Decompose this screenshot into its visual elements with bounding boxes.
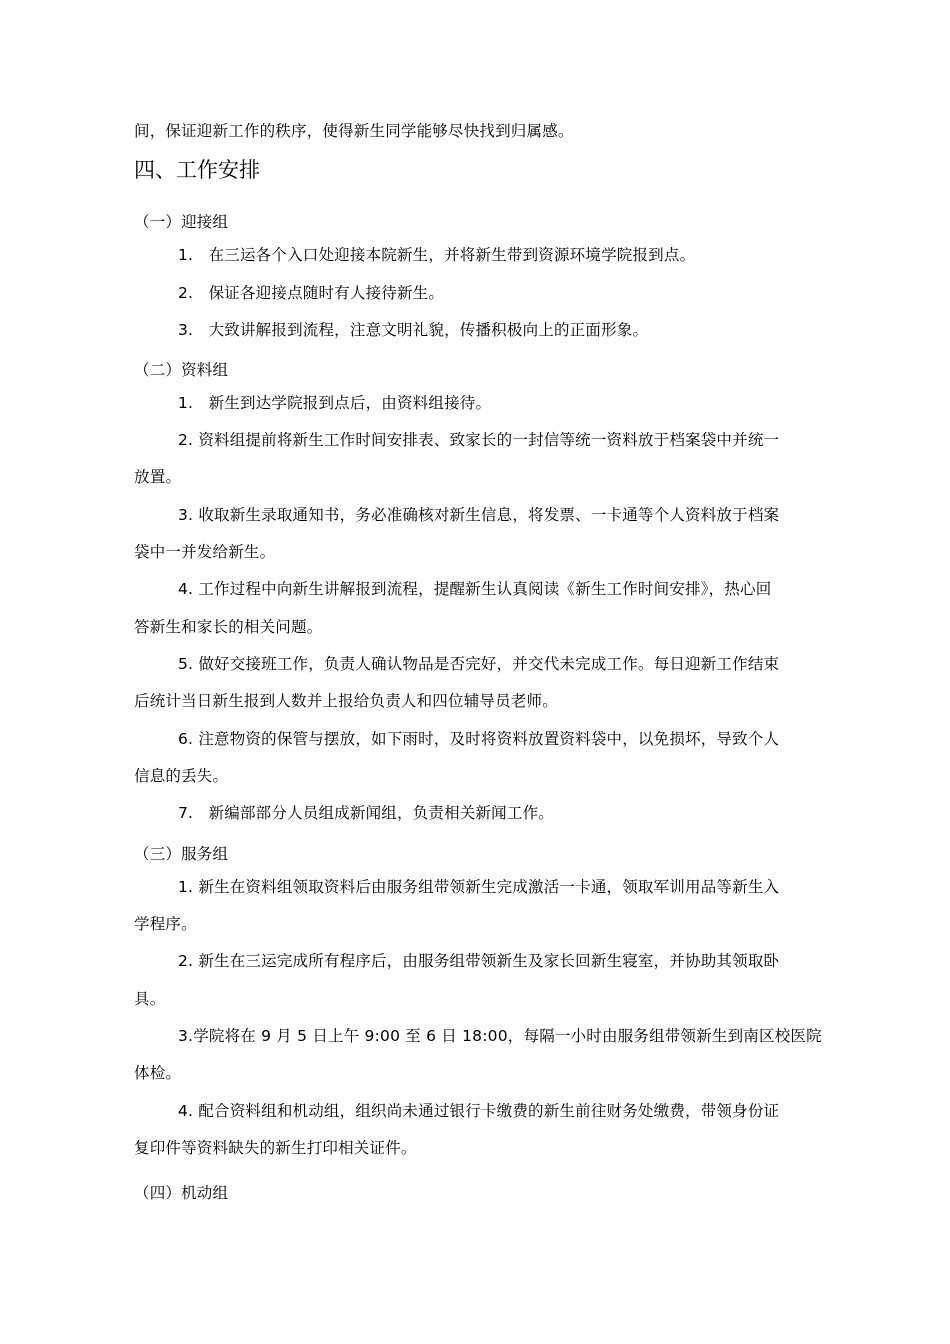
service-item-3-cont: 体检。 xyxy=(134,1064,182,1082)
service-item-4-cont: 复印件等资料缺失的新生打印相关证件。 xyxy=(134,1139,417,1157)
materials-item-7: 7. 新编部部分人员组成新闻组，负责相关新闻工作。 xyxy=(178,804,554,822)
materials-item-5-cont: 后统计当日新生报到人数并上报给负责人和四位辅导员老师。 xyxy=(134,692,558,710)
materials-item-3: 3. 收取新生录取通知书，务必准确核对新生信息，将发票、一卡通等个人资料放于档案 xyxy=(178,506,780,524)
section-title: 四、工作安排 xyxy=(134,158,260,182)
service-item-2: 2. 新生在三运完成所有程序后，由服务组带领新生及家长回新生寝室，并协助其领取卧 xyxy=(178,952,780,970)
materials-item-2: 2. 资料组提前将新生工作时间安排表、致家长的一封信等统一资料放于档案袋中并统一 xyxy=(178,431,780,449)
group-service-title: （三）服务组 xyxy=(134,845,229,863)
materials-item-1: 1. 新生到达学院报到点后，由资料组接待。 xyxy=(178,394,492,412)
service-item-3: 3.学院将在 9 月 5 日上午 9:00 至 6 日 18:00，每隔一小时由服务组带领新生到南区校医院 xyxy=(178,1027,822,1045)
materials-item-6-cont: 信息的丢失。 xyxy=(134,767,229,785)
materials-item-5: 5. 做好交接班工作，负责人确认物品是否完好，并交代未完成工作。每日迎新工作结束 xyxy=(178,655,780,673)
service-item-2-cont: 具。 xyxy=(134,990,166,1008)
service-item-1-cont: 学程序。 xyxy=(134,915,197,933)
welcome-item-2: 2. 保证各迎接点随时有人接待新生。 xyxy=(178,284,445,302)
group-mobile-title: （四）机动组 xyxy=(134,1184,229,1202)
service-item-4: 4. 配合资料组和机动组，组织尚未通过银行卡缴费的新生前往财务处缴费，带领身份证 xyxy=(178,1102,780,1120)
materials-item-2-cont: 放置。 xyxy=(134,468,182,486)
group-welcome-title: （一）迎接组 xyxy=(134,213,229,231)
intro-tail-text: 间，保证迎新工作的秩序，使得新生同学能够尽快找到归属感。 xyxy=(134,122,574,140)
service-item-1: 1. 新生在资料组领取资料后由服务组带领新生完成激活一卡通，领取军训用品等新生入 xyxy=(178,878,780,896)
welcome-item-1: 1. 在三运各个入口处迎接本院新生，并将新生带到资源环境学院报到点。 xyxy=(178,246,696,264)
materials-item-4: 4. 工作过程中向新生讲解报到流程，提醒新生认真阅读《新生工作时间安排》，热心回 xyxy=(178,580,772,598)
materials-item-3-cont: 袋中一并发给新生。 xyxy=(134,543,276,561)
materials-item-6: 6. 注意物资的保管与摆放，如下雨时，及时将资料放置资料袋中，以免损坏，导致个人 xyxy=(178,730,780,748)
welcome-item-3: 3. 大致讲解报到流程，注意文明礼貌，传播积极向上的正面形象。 xyxy=(178,321,649,339)
materials-item-4-cont: 答新生和家长的相关问题。 xyxy=(134,618,323,636)
group-materials-title: （二）资料组 xyxy=(134,361,229,379)
